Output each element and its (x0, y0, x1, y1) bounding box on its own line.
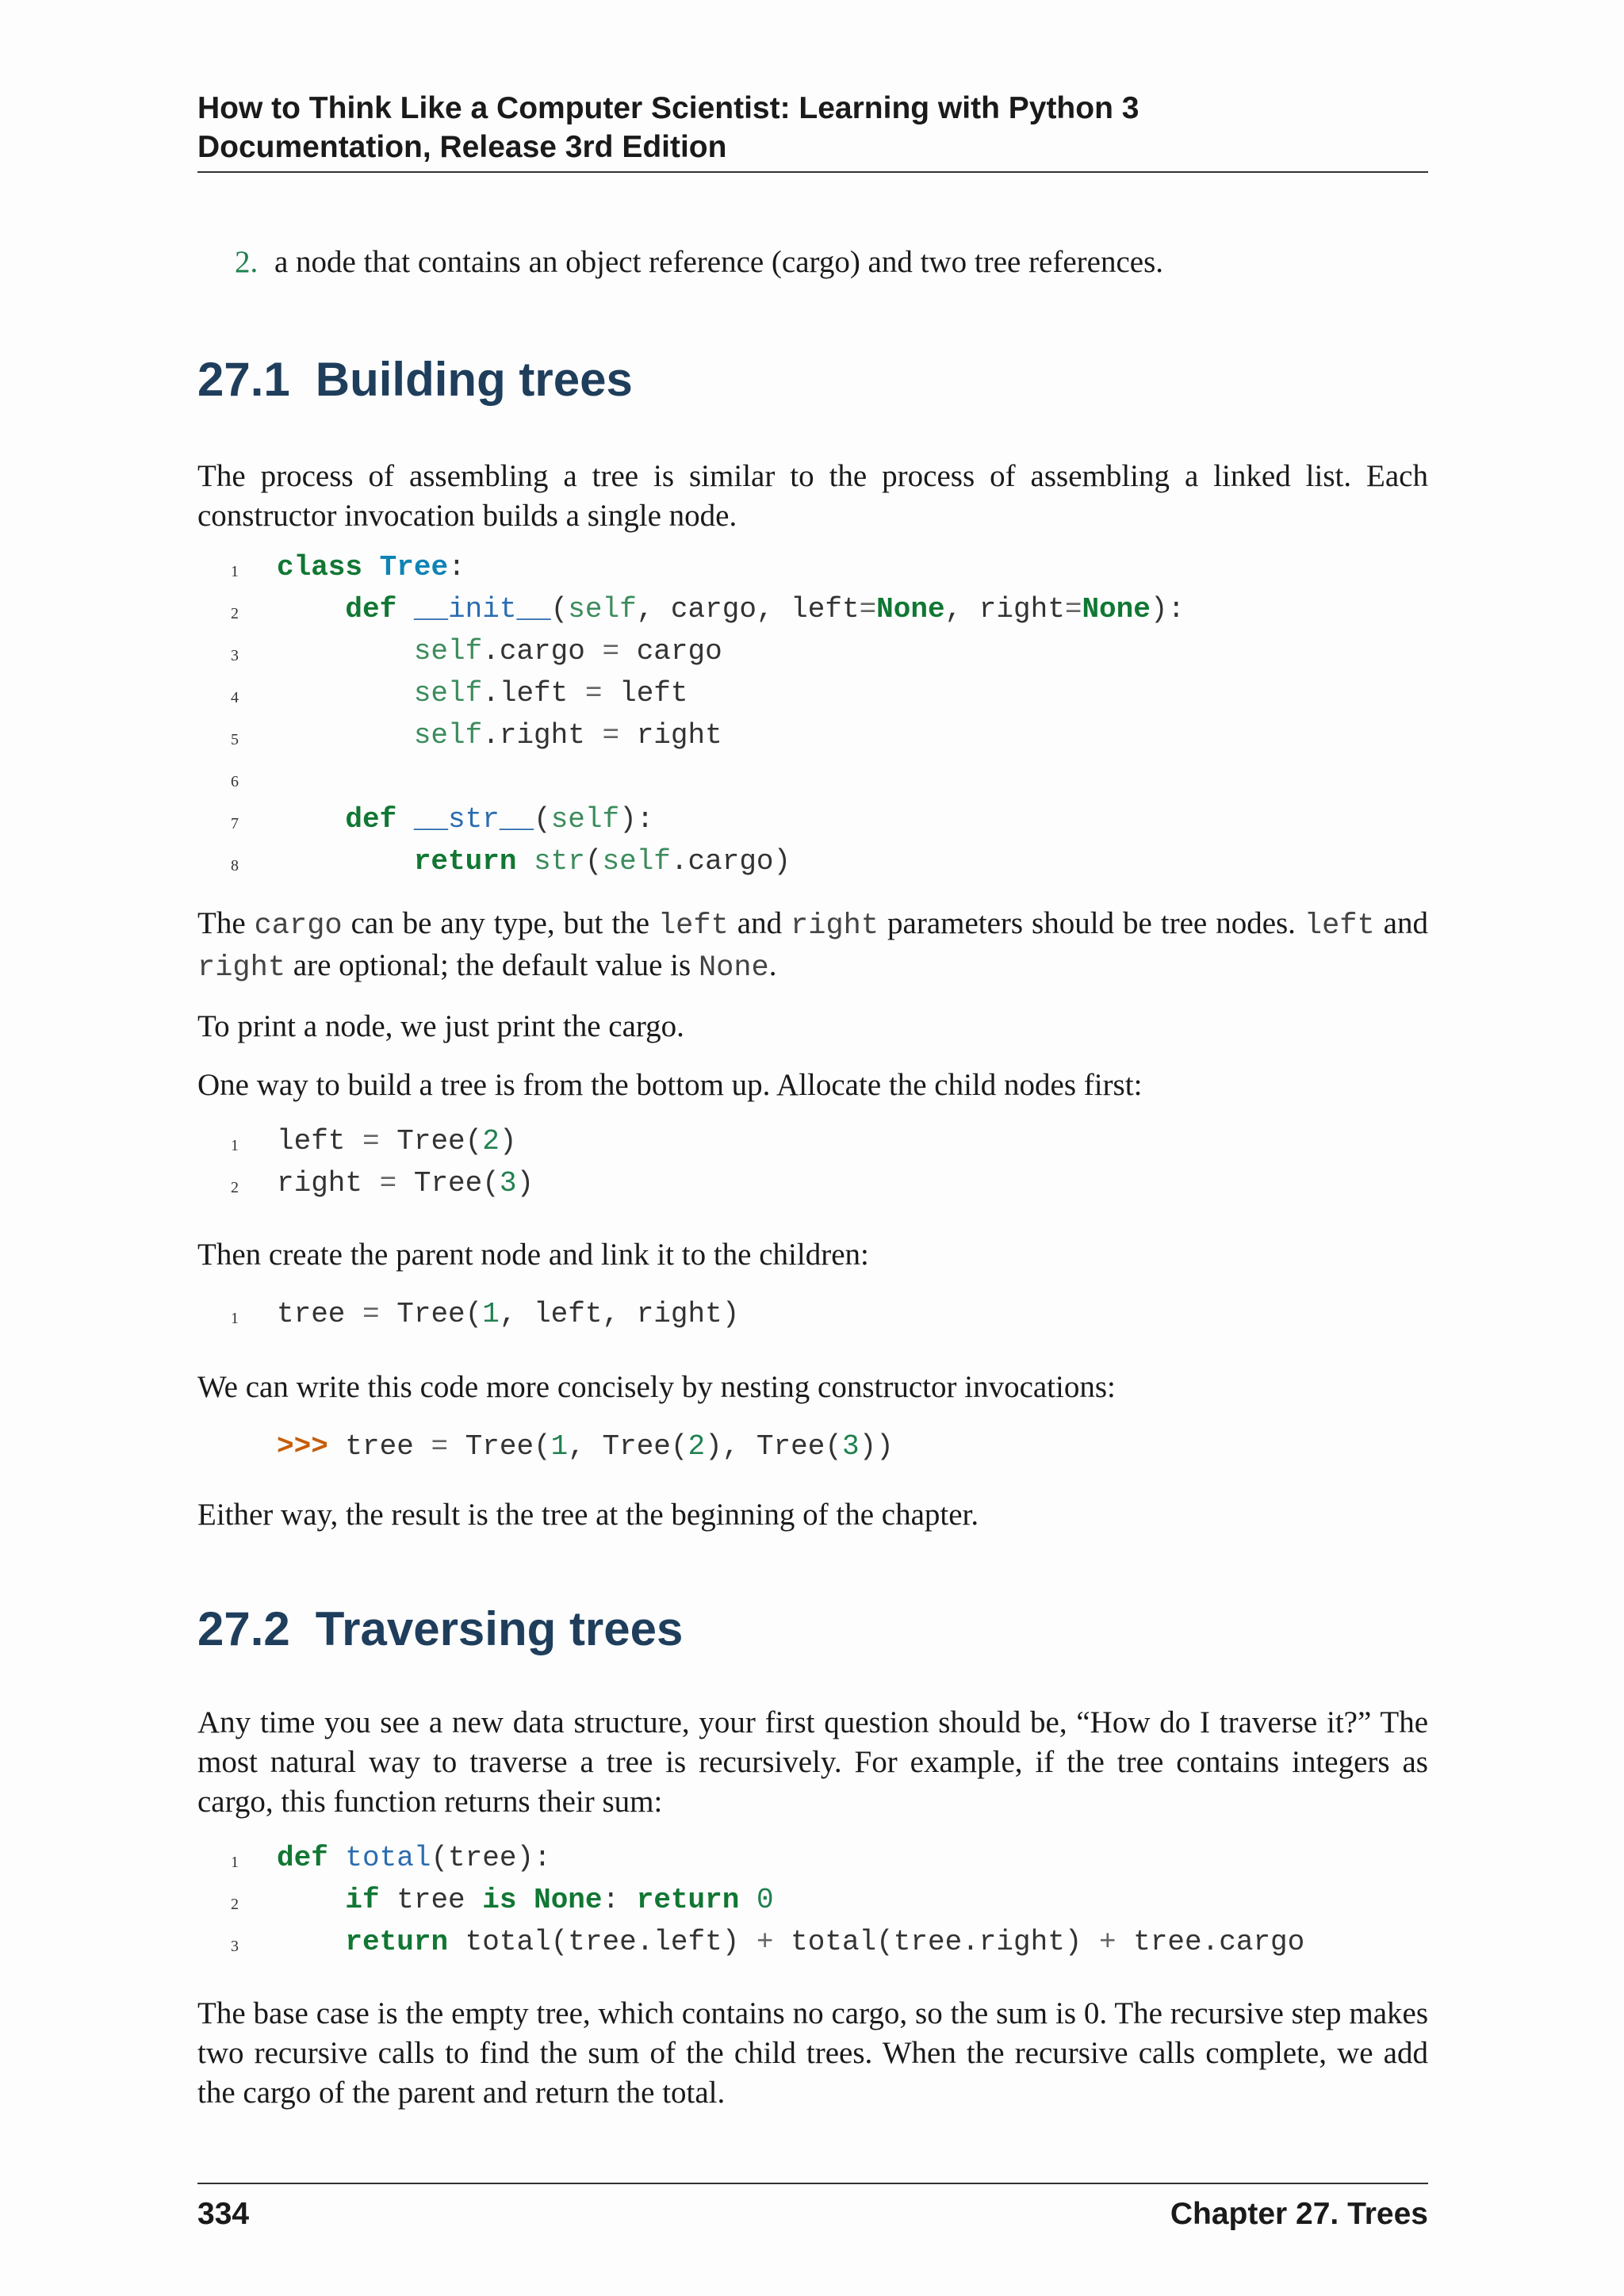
code-line: 2 right = Tree(3) (197, 1165, 1428, 1207)
code-line (197, 759, 1428, 801)
code-line: 1 def total(tree): (197, 1839, 1428, 1881)
line-number: 3 (231, 647, 239, 664)
line-number: 8 (231, 857, 239, 874)
code-line: 2 if tree is None: return 0 (197, 1881, 1428, 1923)
paragraph: The cargo can be any type, but the left and right parameters should be tree nodes. left and right are optional; the default value is None. (197, 906, 1428, 985)
paragraph: To print a node, we just print the cargo. (197, 1009, 684, 1043)
running-header (197, 89, 1428, 173)
line-number: 1 (231, 1137, 239, 1154)
page-number: 334 (197, 2197, 250, 2231)
code-line: 4 self.left = left (197, 675, 1428, 717)
paragraph: One way to build a tree is from the bottom up. Allocate the child nodes first: (197, 1068, 1143, 1102)
item-text: a node that contains an object reference (cargo) and two tree references. (274, 245, 1164, 279)
line-number: 1 (231, 563, 239, 580)
section-heading-27-1 (197, 352, 1428, 408)
section-title: Traversing trees (315, 1602, 684, 1655)
section-heading-27-2 (197, 1601, 1428, 1657)
line-number: 3 (231, 1938, 239, 1955)
code-line: 7 def __str__(self): (197, 801, 1428, 843)
paragraph: The base case is the empty tree, which contains no cargo, so the sum is 0. The recursive step makes two recursive calls to find the sum of the child trees. When the recursive calls complete, we add the cargo of the parent and return the total. (197, 1996, 1428, 2110)
code-line: 8 return str(self.cargo) (197, 843, 1428, 885)
line-number: 1 (231, 1310, 239, 1327)
chapter-label: Chapter 27. Trees (1170, 2197, 1428, 2231)
code-line: >>> tree = Tree(1, Tree(2), Tree(3)) (277, 1430, 894, 1463)
item-number: 2. (235, 245, 259, 279)
header-title-line2: Documentation, Release 3rd Edition (197, 130, 727, 164)
code-line: 3 return total(tree.left) + total(tree.right) + tree.cargo (197, 1923, 1428, 1965)
paragraph: Either way, the result is the tree at the beginning of the chapter. (197, 1498, 979, 1532)
code-block-parent-node (197, 1295, 1428, 1337)
paragraph: Any time you see a new data structure, your first question should be, “How do I traverse it?” The most natural way to traverse a tree is recursively. For example, if the tree contains integers as cargo, this function returns their sum: (197, 1705, 1428, 1819)
code-line: 2 def __init__(self, cargo, left=None, right=None): (197, 591, 1428, 633)
doctest-block (197, 1428, 1428, 1465)
section-number: 27.1 (197, 353, 290, 406)
line-number: 1 (231, 1854, 239, 1871)
code-block-child-nodes (197, 1123, 1428, 1207)
line-number: 4 (231, 689, 239, 706)
page-body (197, 230, 1428, 2113)
line-number: 2 (231, 1896, 239, 1913)
code-line: 1 left = Tree(2) (197, 1123, 1428, 1165)
code-line: 3 self.cargo = cargo (197, 633, 1428, 675)
paragraph: Then create the parent node and link it to the children: (197, 1238, 869, 1272)
code-line: 1 tree = Tree(1, left, right) (197, 1295, 1428, 1337)
line-number: 2 (231, 1179, 239, 1196)
enumerated-item (235, 243, 1428, 282)
code-block-total-function (197, 1839, 1428, 1965)
paragraph: We can write this code more concisely by nesting constructor invocations: (197, 1370, 1116, 1404)
section-title: Building trees (315, 353, 633, 406)
line-number: 2 (231, 605, 239, 622)
paragraph: The process of assembling a tree is similar to the process of assembling a linked list. Each constructor invocation builds a single node. (197, 459, 1428, 533)
line-number: 5 (231, 731, 239, 748)
code-block-tree-class (197, 549, 1428, 885)
code-line: 1 class Tree: (197, 549, 1428, 591)
section-number: 27.2 (197, 1602, 290, 1655)
code-line: 5 self.right = right (197, 717, 1428, 759)
line-number: 6 (231, 773, 239, 790)
running-footer (197, 2183, 1428, 2233)
header-title-line1: How to Think Like a Computer Scientist: Learning with Python 3 (197, 91, 1139, 125)
line-number: 7 (231, 815, 239, 832)
